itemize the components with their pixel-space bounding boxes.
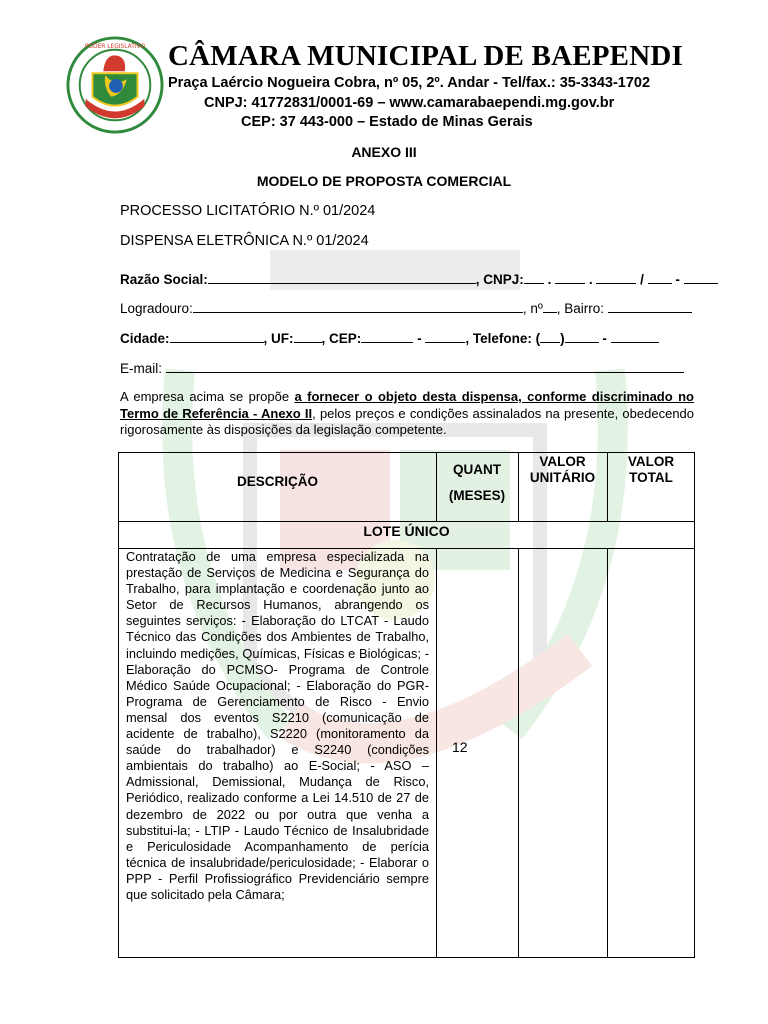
cidade-label: Cidade: (120, 331, 170, 346)
document-title: MODELO DE PROPOSTA COMERCIAL (256, 173, 512, 189)
proposal-table (118, 452, 695, 958)
institution-title: CÂMARA MUNICIPAL DE BAEPENDI (168, 40, 683, 72)
cep-state-line: CEP: 37 443-000 – Estado de Minas Gerais (241, 114, 533, 130)
cnpj-website-line: CNPJ: 41772831/0001-69 – www.camarabaependi.mg.gov.br (204, 95, 615, 111)
header-valor-total: VALOR TOTAL (627, 454, 675, 485)
razao-social-field[interactable]: Razão Social: , CNPJ: . . / - (120, 271, 718, 287)
header-valor-unitario: VALOR UNITÁRIO (529, 454, 596, 485)
email-label: E-mail: (120, 361, 163, 376)
annex-title: ANEXO III (351, 144, 417, 160)
municipal-seal-logo (66, 36, 164, 134)
process-number: PROCESSO LICITATÓRIO N.º 01/2024 (120, 203, 376, 219)
header-meses: (MESES) (448, 488, 506, 503)
item-description: Contratação de uma empresa especializada na prestação de Serviços de Medicina e Segurança do Trabalho, para implantação e coordenação junto ao Setor de Recursos Humanos, abrangendo os seguintes serviços: - Elaboração do LTCAT - Laudo Técnico das Condições dos Ambientes de Trabalho, incluindo medições, Químicas, Físicas e Biológicas; - Elaboração do PCMSO- Programa de Controle Médico Saúde Ocupacional; - Elaboração do PGR- Programa de Gerenciamento de Risco - Envio mensal dos eventos S2210 (comunicação de acidente de trabalho), S2220 (monitoramento da saúde do trabalhador) e S2240 (condições ambientais do trabalho) ao E-Social; - ASO – Admissional, Demissional, Mudança de Risco, Periódico, realizado conforme a Lei 14.510 de 27 de dezembro de 2022 ou por outra que venha a substitui-la; - LTIP - Laudo Técnico de Insalubridade e Periculosidade Acompanhamento de perícia técnica de insalubridade/periculosidade; - Elaborar o PPP - Perfil Profissiográfico Previdenciário sempre que solicitado pela Câmara; (126, 549, 429, 902)
address-line: Praça Laércio Nogueira Cobra, nº 05, 2º. Andar - Tel/fax.: 35-3343-1702 (168, 75, 651, 91)
cnpj-label: CNPJ: (483, 272, 524, 287)
cep-label: CEP: (329, 331, 362, 346)
cidade-field[interactable]: Cidade: , UF: , CEP: - , Telefone: ( ) - (120, 330, 659, 346)
email-field[interactable] (120, 360, 684, 376)
item-quantity: 12 (452, 739, 468, 755)
numero-label: nº (530, 301, 543, 316)
svg-text:PODER LEGISLATIVO: PODER LEGISLATIVO (84, 43, 146, 50)
logradouro-label: Logradouro: (120, 301, 193, 316)
letterhead (0, 0, 768, 135)
header-quant: QUANT (453, 462, 501, 477)
header-descricao: DESCRIÇÃO (236, 474, 318, 489)
proposal-statement: A empresa acima se propõe a fornecer o objeto desta dispensa, conforme discriminado no Termo de Referência - Anexo II, pelos preços e condições assinalados na presente, obedecendo rigorosamente às disposições da legislação competente. (120, 389, 695, 437)
dispensa-number: DISPENSA ELETRÔNICA N.º 01/2024 (120, 233, 369, 249)
razao-social-label: Razão Social: (120, 272, 208, 287)
bairro-label: Bairro: (564, 301, 605, 316)
uf-label: UF: (271, 331, 294, 346)
telefone-label: Telefone: (472, 331, 532, 346)
lote-unico-row: LOTE ÚNICO (363, 523, 450, 539)
logradouro-field[interactable]: Logradouro: , nº , Bairro: (120, 300, 692, 316)
